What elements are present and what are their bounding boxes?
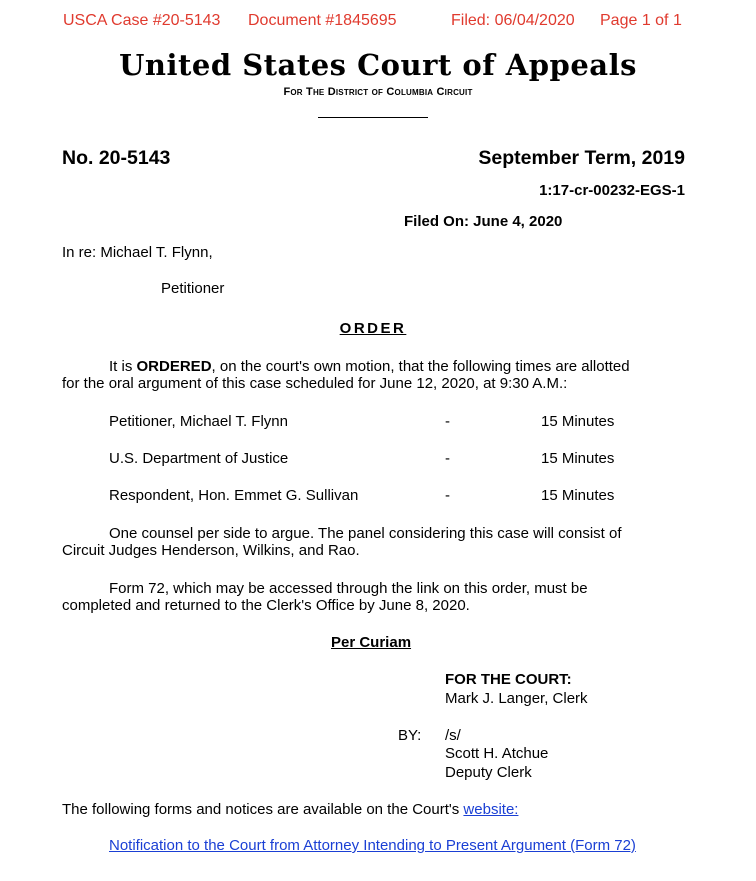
header-document-number: Document #1845695	[248, 12, 397, 29]
forms-notice	[62, 801, 518, 818]
allotment-dash: -	[445, 450, 450, 467]
header-case-number: USCA Case #20-5143	[63, 12, 221, 29]
court-name: United States Court of Appeals	[119, 48, 637, 82]
term: September Term, 2019	[478, 147, 685, 169]
order-p1-rest: , on the court's own motion, that the following times are allotted	[211, 358, 630, 375]
allotment-time: 15 Minutes	[541, 413, 615, 430]
for-the-court: FOR THE COURT:	[445, 671, 572, 688]
clerk-name: Mark J. Langer, Clerk	[445, 690, 588, 707]
order-paragraph-1-line-2: for the oral argument of this case scheduled for June 12, 2020, at 9:30 A.M.:	[62, 375, 568, 392]
allotment-party: U.S. Department of Justice	[109, 450, 289, 467]
filed-on-date: Filed On: June 4, 2020	[404, 213, 563, 230]
title-separator	[318, 117, 428, 118]
header-page-count: Page 1 of 1	[600, 12, 682, 29]
forms-notice-text: The following forms and notices are available on the Court's	[62, 801, 464, 818]
court-circuit: For The District of Columbia Circuit	[283, 86, 473, 98]
deputy-clerk-title: Deputy Clerk	[445, 764, 532, 781]
website-link[interactable]: website:	[463, 801, 519, 818]
lower-court-case-number: 1:17-cr-00232-EGS-1	[539, 182, 685, 199]
order-title: ORDER	[339, 320, 407, 337]
order-paragraph-1-line-1	[109, 358, 630, 375]
signature-mark: /s/	[445, 727, 461, 744]
allotment-time: 15 Minutes	[541, 450, 615, 467]
allotment-time: 15 Minutes	[541, 487, 615, 504]
allotment-party: Petitioner, Michael T. Flynn	[109, 413, 288, 430]
by-label: BY:	[398, 727, 422, 744]
order-paragraph-2-line-1: One counsel per side to argue. The panel considering this case will consist of	[109, 525, 622, 542]
per-curiam: Per Curiam	[331, 634, 412, 651]
allotment-dash: -	[445, 413, 450, 430]
deputy-clerk-name: Scott H. Atchue	[445, 745, 549, 762]
order-paragraph-3-line-2: completed and returned to the Clerk's Office by June 8, 2020.	[62, 597, 470, 614]
order-p1-prefix: It is	[109, 358, 137, 375]
party-role: Petitioner	[161, 280, 225, 297]
in-re-party: In re: Michael T. Flynn,	[62, 244, 213, 261]
header-filed-date: Filed: 06/04/2020	[451, 12, 575, 29]
form-72-link[interactable]: Notification to the Court from Attorney Intending to Present Argument (Form 72)	[109, 837, 636, 854]
allotment-party: Respondent, Hon. Emmet G. Sullivan	[109, 487, 359, 504]
order-ordered-bold: ORDERED	[136, 358, 212, 375]
allotment-dash: -	[445, 487, 450, 504]
order-paragraph-3-line-1: Form 72, which may be accessed through the link on this order, must be	[109, 580, 588, 597]
case-number: No. 20-5143	[62, 147, 171, 169]
order-paragraph-2-line-2: Circuit Judges Henderson, Wilkins, and Rao.	[62, 542, 360, 559]
